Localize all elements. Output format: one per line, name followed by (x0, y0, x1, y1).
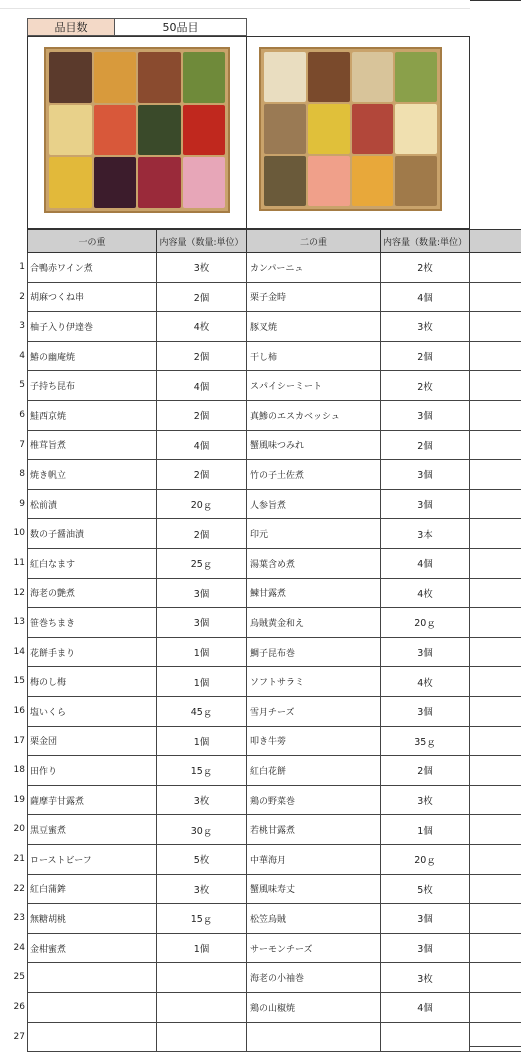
tier1-item-name: 笹巻ちまき (27, 608, 157, 638)
tier1-item-quantity: 5枚 (157, 845, 247, 875)
tier1-item-quantity: 2個 (157, 342, 247, 372)
extra-cell (470, 342, 521, 372)
tier1-item-quantity: 45ｇ (157, 697, 247, 727)
tier2-item-name: 蟹風味寿丈 (247, 875, 381, 905)
tier1-item-name: 金柑蜜煮 (27, 934, 157, 964)
tier1-qty-column-header: 内容量（数量:単位） (157, 229, 247, 253)
row-number: 11 (13, 558, 25, 568)
extra-cell (470, 1023, 521, 1052)
row-number: 5 (19, 380, 25, 391)
table-row (0, 638, 521, 668)
table-row (0, 786, 521, 816)
tier1-item-name: 海老の艶煮 (27, 579, 157, 609)
table-row (0, 697, 521, 727)
tier1-item-name: 合鴨赤ワイン煮 (27, 253, 157, 283)
table-row (0, 549, 521, 579)
tier2-item-quantity: 4枚 (381, 667, 470, 697)
row-number: 23 (13, 913, 25, 924)
row-number: 19 (13, 794, 25, 805)
table-row (0, 904, 521, 934)
tier2-item-quantity: 4個 (381, 993, 470, 1023)
tier2-item-quantity: 2枚 (381, 371, 470, 401)
tier1-item-name: 黒豆蜜煮 (27, 815, 157, 845)
tier1-item-name: 胡麻つくね串 (27, 283, 157, 313)
table-row (0, 253, 521, 283)
row-number: 9 (19, 498, 25, 509)
tier1-item-name (27, 993, 157, 1023)
row-number: 12 (13, 587, 25, 598)
extra-cell (470, 283, 521, 313)
row-number: 10 (13, 528, 25, 539)
tier1-item-quantity: 3枚 (157, 786, 247, 816)
tier1-item-name: 薩摩芋甘露煮 (27, 786, 157, 816)
tier2-item-name: 湯葉含め煮 (247, 549, 381, 579)
tier2-item-name: 鶏の野菜巻 (247, 786, 381, 816)
tier2-item-quantity: 3個 (381, 401, 470, 431)
tier1-item-quantity: 2個 (157, 460, 247, 490)
tier2-item-quantity: 5枚 (381, 875, 470, 905)
tier1-item-name: ローストビーフ (27, 845, 157, 875)
tier2-item-name: 栗子金時 (247, 283, 381, 313)
tier2-item-name: 若桃甘露煮 (247, 815, 381, 845)
table-row (0, 1023, 521, 1052)
table-row (0, 312, 521, 342)
extra-cell (470, 253, 521, 283)
table-row (0, 401, 521, 431)
tier1-item-quantity: 3枚 (157, 875, 247, 905)
tier2-item-name: 蟹風味つみれ (247, 431, 381, 461)
tier1-item-quantity: 3個 (157, 579, 247, 609)
tier2-item-quantity: 3個 (381, 490, 470, 520)
tier2-item-name: 雪月チーズ (247, 697, 381, 727)
table-row (0, 283, 521, 313)
tier2-item-quantity: 3個 (381, 934, 470, 964)
table-row (0, 608, 521, 638)
extra-cell (470, 460, 521, 490)
tier2-item-name: 中華海月 (247, 845, 381, 875)
tier2-item-name: カンパーニュ (247, 253, 381, 283)
tier2-item-name: 紅白花餅 (247, 756, 381, 786)
table-row (0, 342, 521, 372)
tier1-item-name: 柚子入り伊達巻 (27, 312, 157, 342)
table-row (0, 756, 521, 786)
row-number: 13 (13, 617, 25, 628)
tier2-item-quantity: 3本 (381, 519, 470, 549)
table-row (0, 519, 521, 549)
tier1-item-name: 紅白蒲鉾 (27, 875, 157, 905)
tier2-item-name (247, 1023, 381, 1052)
row-number: 18 (13, 765, 25, 776)
tier2-item-quantity: 4枚 (381, 579, 470, 609)
tier2-photo-frame (247, 36, 470, 229)
tier1-item-quantity: 1個 (157, 667, 247, 697)
row-number: 26 (13, 1002, 25, 1012)
tier1-item-quantity: 4枚 (157, 312, 247, 342)
tier1-item-quantity (157, 993, 247, 1023)
tier2-item-quantity: 4個 (381, 283, 470, 313)
tier1-item-quantity: 25ｇ (157, 549, 247, 579)
table-row (0, 727, 521, 757)
extra-column-header (470, 229, 521, 253)
tier1-item-quantity: 30ｇ (157, 815, 247, 845)
tier1-item-name: 塩いくら (27, 697, 157, 727)
extra-cell (470, 697, 521, 727)
tier2-item-quantity: 2枚 (381, 253, 470, 283)
row-number: 27 (13, 1031, 25, 1042)
item-count-label: 品目数 (27, 18, 115, 36)
extra-cell (470, 519, 521, 549)
tier1-item-name: 椎茸旨煮 (27, 431, 157, 461)
tier2-item-quantity: 3個 (381, 638, 470, 668)
tier1-item-quantity: 2個 (157, 401, 247, 431)
tier2-item-name: 人参旨煮 (247, 490, 381, 520)
tier2-item-quantity: 35ｇ (381, 727, 470, 757)
row-number: 3 (19, 321, 25, 332)
tier2-item-quantity: 3枚 (381, 312, 470, 342)
extra-cell (470, 727, 521, 757)
tier2-item-quantity: 20ｇ (381, 608, 470, 638)
tier2-item-name: 烏賊黄金和え (247, 608, 381, 638)
row-number: 17 (13, 735, 25, 746)
tier1-item-name (27, 1023, 157, 1052)
tier2-item-name: ソフトサラミ (247, 667, 381, 697)
tier2-item-name: スパイシーミート (247, 371, 381, 401)
tier2-item-name: 干し柿 (247, 342, 381, 372)
extra-cell (470, 934, 521, 964)
tier2-item-quantity: 2個 (381, 756, 470, 786)
tier1-item-quantity: 4個 (157, 371, 247, 401)
tier2-item-name: 真鯵のエスカベッシュ (247, 401, 381, 431)
extra-cell (470, 312, 521, 342)
tier2-item-name: 竹の子土佐煮 (247, 460, 381, 490)
tier1-item-quantity: 1個 (157, 934, 247, 964)
row-number: 8 (19, 469, 25, 480)
tier2-item-quantity: 2個 (381, 342, 470, 372)
extra-cell (470, 756, 521, 786)
tier2-item-quantity: 3個 (381, 904, 470, 934)
extra-cell (470, 401, 521, 431)
row-number: 24 (13, 942, 25, 953)
tier1-bento-photo (44, 47, 230, 213)
row-number: 21 (13, 854, 25, 864)
tier1-item-name: 無糖胡桃 (27, 904, 157, 934)
tier1-item-name: 焼き帆立 (27, 460, 157, 490)
extra-cell (470, 638, 521, 668)
extra-cell (470, 549, 521, 579)
tier2-item-name: 鯛子昆布巻 (247, 638, 381, 668)
table-row (0, 667, 521, 697)
table-row (0, 490, 521, 520)
tier1-item-quantity: 15ｇ (157, 756, 247, 786)
tier1-photo-frame (27, 36, 247, 229)
row-number: 20 (13, 824, 25, 835)
tier1-item-quantity: 2個 (157, 519, 247, 549)
tier1-item-name: 子持ち昆布 (27, 371, 157, 401)
tier1-item-name: 田作り (27, 756, 157, 786)
extra-cell (470, 608, 521, 638)
tier1-item-quantity: 3枚 (157, 253, 247, 283)
row-number: 2 (19, 291, 25, 302)
table-row (0, 431, 521, 461)
tier2-item-quantity: 2個 (381, 431, 470, 461)
tier1-item-name: 紅白なます (27, 549, 157, 579)
tier2-bento-photo (259, 47, 442, 211)
table-row (0, 963, 521, 993)
tier1-item-name (27, 963, 157, 993)
row-number: 14 (13, 646, 25, 657)
extra-cell (470, 431, 521, 461)
tier1-item-quantity (157, 963, 247, 993)
row-number: 4 (19, 350, 25, 361)
extra-cell (470, 490, 521, 520)
tier1-item-quantity: 15ｇ (157, 904, 247, 934)
tier2-item-name: 印元 (247, 519, 381, 549)
tier1-item-name: 松前漬 (27, 490, 157, 520)
tier1-item-name: 数の子醤油漬 (27, 519, 157, 549)
tier1-item-quantity: 2個 (157, 283, 247, 313)
tier1-item-name: 鰆の幽庵焼 (27, 342, 157, 372)
table-row (0, 845, 521, 875)
tier2-item-name: サーモンチーズ (247, 934, 381, 964)
tier1-item-name: 鮭西京焼 (27, 401, 157, 431)
top-divider (0, 8, 521, 9)
tier2-item-quantity: 4個 (381, 549, 470, 579)
tier2-item-quantity: 1個 (381, 815, 470, 845)
row-number: 1 (19, 262, 25, 272)
table-row (0, 875, 521, 905)
extra-cell (470, 904, 521, 934)
extra-cell (470, 993, 521, 1023)
row-number: 22 (13, 883, 25, 894)
tier2-item-name: 豚叉焼 (247, 312, 381, 342)
extra-cell (470, 579, 521, 609)
tier2-item-quantity (381, 1023, 470, 1052)
tier1-item-name: 栗金団 (27, 727, 157, 757)
tier1-item-quantity (157, 1023, 247, 1052)
extra-cell (470, 845, 521, 875)
table-row (0, 993, 521, 1023)
row-number: 15 (13, 676, 25, 687)
tier2-item-name: 叩き牛蒡 (247, 727, 381, 757)
tier1-item-quantity: 4個 (157, 431, 247, 461)
tier2-item-quantity: 3個 (381, 697, 470, 727)
row-number: 6 (19, 410, 25, 420)
table-row (0, 815, 521, 845)
tier2-item-quantity: 3個 (381, 460, 470, 490)
table-row (0, 579, 521, 609)
row-number: 7 (19, 439, 25, 450)
tier1-item-name: 梅のし梅 (27, 667, 157, 697)
tier2-item-name: 鶏の山椒焼 (247, 993, 381, 1023)
tier1-item-quantity: 3個 (157, 608, 247, 638)
tier2-item-name: 海老の小袖巻 (247, 963, 381, 993)
table-row (0, 371, 521, 401)
tier2-column-header: 二の重 (247, 229, 381, 253)
tier2-qty-column-header: 内容量（数量:単位） (381, 229, 470, 253)
tier2-item-name: 鰊甘露煮 (247, 579, 381, 609)
extra-cell (470, 963, 521, 993)
tier1-column-header: 一の重 (27, 229, 157, 253)
tier2-item-quantity: 3枚 (381, 786, 470, 816)
tier2-item-quantity: 20ｇ (381, 845, 470, 875)
extra-cell (470, 815, 521, 845)
tier1-item-quantity: 1個 (157, 727, 247, 757)
item-count-value: 50品目 (115, 18, 247, 36)
extra-cell (470, 875, 521, 905)
extra-cell (470, 667, 521, 697)
tier1-item-quantity: 20ｇ (157, 490, 247, 520)
tier1-item-name: 花餅手まり (27, 638, 157, 668)
row-number: 25 (13, 972, 25, 983)
extra-cell (470, 371, 521, 401)
row-number: 16 (13, 706, 25, 716)
extra-cell (470, 786, 521, 816)
tier1-item-quantity: 1個 (157, 638, 247, 668)
tier2-item-quantity: 3枚 (381, 963, 470, 993)
table-row (0, 934, 521, 964)
table-row (0, 460, 521, 490)
tier2-item-name: 松笠烏賊 (247, 904, 381, 934)
